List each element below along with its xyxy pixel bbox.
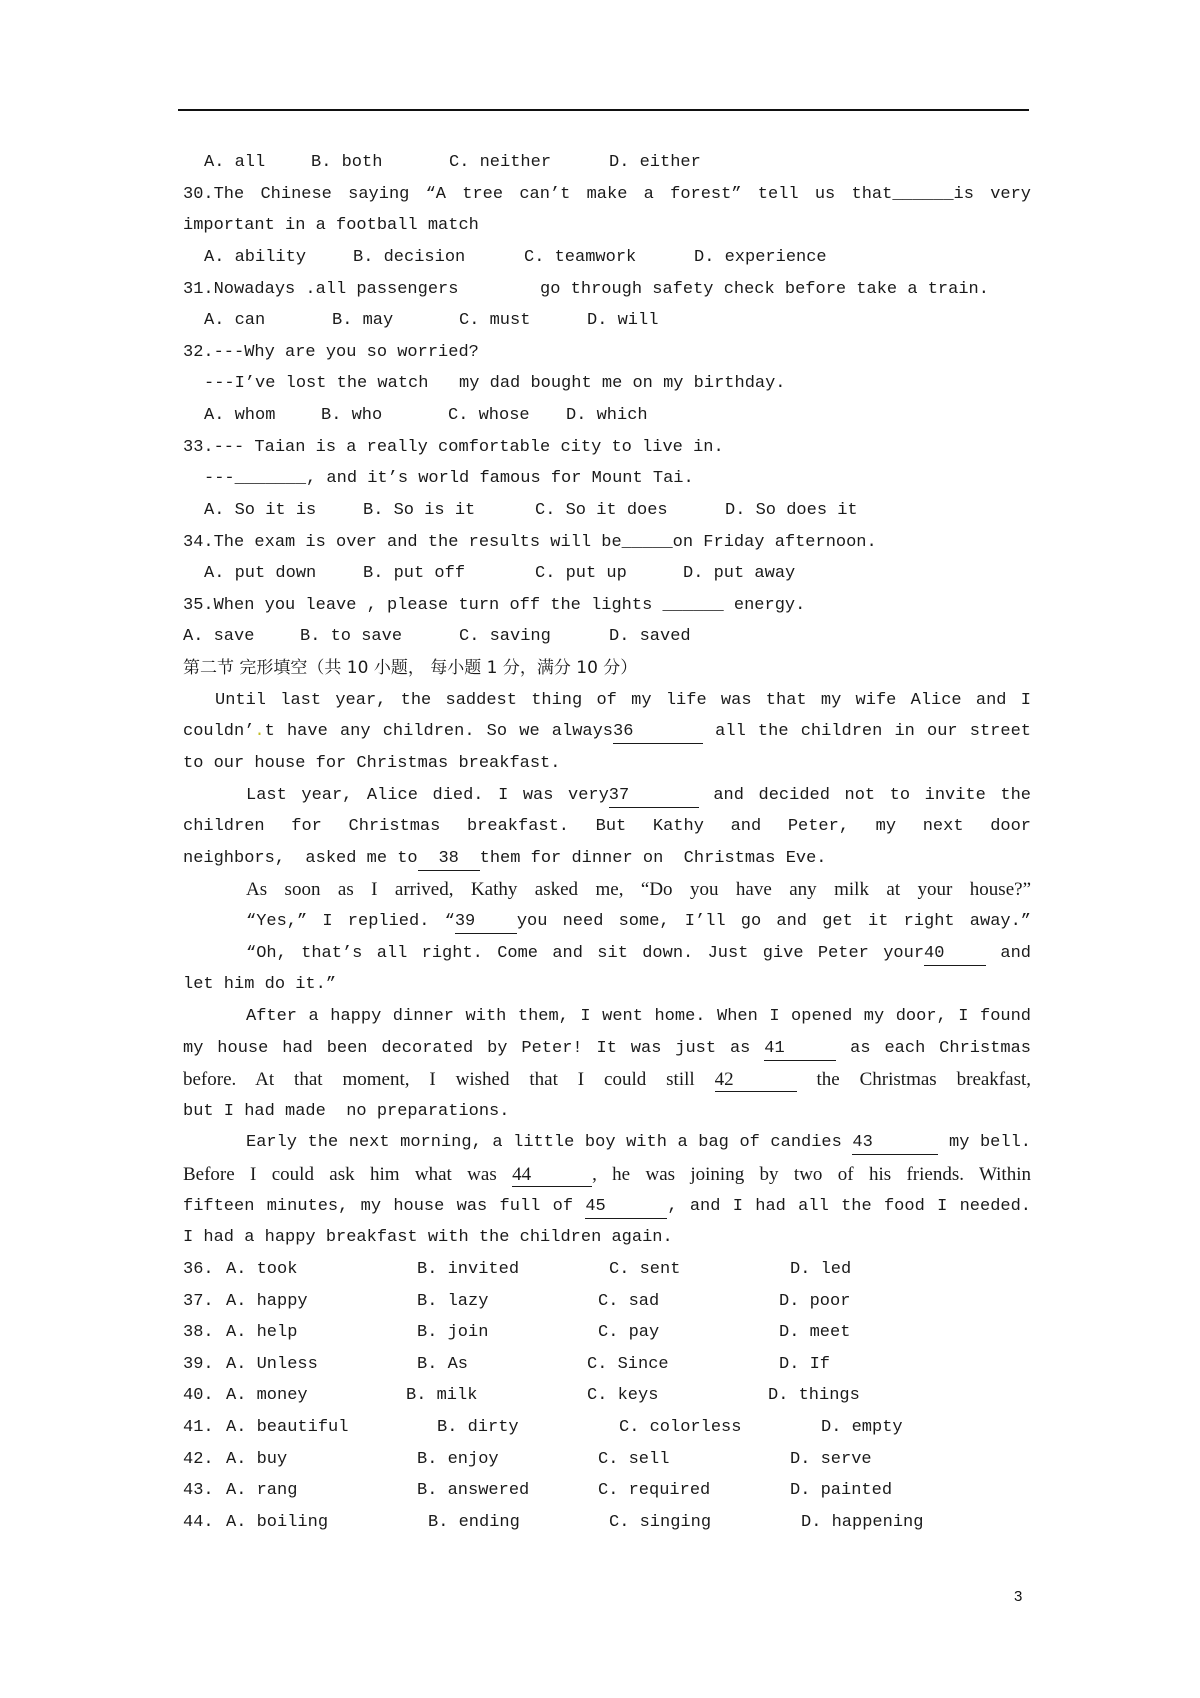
passage-line: to our house for Christmas breakfast.	[183, 753, 561, 773]
q35-stem: 35.When you leave , please turn off the lights ______ energy.	[183, 595, 806, 615]
q35-option-a: A. save	[183, 627, 255, 647]
blank-39: 39	[455, 912, 517, 934]
blank-36: 36	[613, 722, 703, 744]
passage-text: them for dinner on Christmas Eve.	[479, 848, 827, 868]
option-b: B. As	[417, 1354, 469, 1374]
q34-stem: 34.The exam is over and the results will be_____on Friday afternoon.	[183, 532, 877, 552]
passage-line: Until last year, the saddest thing of my life was that my wife Alice and I	[215, 690, 1031, 710]
q33-option-c: C. So it does	[535, 500, 668, 520]
passage-line: let him do it.”	[183, 975, 337, 995]
passage-text: you need some, I’ll go and get it right away.”	[516, 912, 1031, 931]
q33-option-d: D. So does it	[725, 500, 858, 520]
passage-text: my house had been decorated by Peter! It was just as	[183, 1038, 765, 1058]
passage-text: before. At that moment, I wished that I could still	[183, 1069, 715, 1091]
blank-45: 45	[585, 1197, 667, 1219]
passage-text: Last year, Alice died. I was very	[246, 785, 609, 805]
passage-text: , and I had all the food I needed.	[667, 1196, 1031, 1216]
q29-option-a: A. all	[204, 153, 266, 172]
option-a: A. help	[226, 1323, 298, 1343]
option-a: A. happy	[226, 1291, 308, 1311]
option-b: B. milk	[406, 1386, 478, 1406]
passage-text: my bell.	[938, 1133, 1031, 1153]
passage-text: the Christmas breakfast,	[796, 1069, 1031, 1091]
q32-option-c: C. whose	[448, 406, 530, 425]
q34-option-b: B. put off	[363, 564, 466, 584]
q31-option-a: A. can	[204, 311, 266, 331]
passage-line	[183, 1159, 1031, 1191]
q30-option-c: C. teamwork	[524, 247, 637, 267]
section-heading: 第二节 完形填空（共 10 小题， 每小题 1 分，满分 10 分）	[183, 658, 638, 678]
passage-text: , he was joining by two of his friends. Within	[592, 1164, 1031, 1185]
passage-text: t have any children. So we always	[264, 722, 614, 742]
q30-option-a: A. ability	[204, 247, 307, 267]
question-number: 39.	[183, 1354, 214, 1374]
option-d: D. serve	[790, 1449, 872, 1469]
question-number: 38.	[183, 1323, 214, 1343]
q35-option-d: D. saved	[609, 627, 691, 647]
cloze-options-42	[183, 1444, 1031, 1476]
blank-42: 42	[715, 1070, 797, 1092]
passage-line: children for Christmas breakfast. But Kathy and Peter, my next door	[183, 817, 1031, 837]
passage-line	[183, 843, 1031, 875]
passage-text: and decided not to invite the	[698, 785, 1031, 805]
option-c: C. sent	[609, 1259, 681, 1279]
q30-stem-continued: important in a football match	[183, 216, 479, 236]
passage-line: As soon as I arrived, Kathy asked me, “Do you have any milk at your house?”	[246, 879, 1031, 901]
option-c: C. colorless	[619, 1418, 742, 1437]
passage-line: After a happy dinner with them, I went home. When I opened my door, I found	[246, 1006, 1031, 1026]
option-d: D. happening	[801, 1512, 924, 1532]
q32-stem: 32.---Why are you so worried?	[183, 342, 479, 362]
option-c: C. sell	[598, 1449, 670, 1469]
q29-option-d: D. either	[609, 153, 701, 172]
blank-41: 41	[764, 1039, 836, 1061]
option-b: B. dirty	[437, 1418, 519, 1437]
passage-text: all the children in our street	[703, 722, 1031, 742]
blank-40: 40	[924, 944, 986, 966]
passage-line	[183, 1033, 1031, 1065]
cloze-options-38	[183, 1317, 1031, 1349]
option-a: A. boiling	[226, 1512, 329, 1532]
blank-38: 38	[418, 849, 480, 871]
option-a: A. rang	[226, 1481, 298, 1501]
q31-option-b: B. may	[332, 311, 394, 331]
question-number: 42.	[183, 1449, 214, 1469]
q33-dialogue-reply: ---_______, and it’s world famous for Mount Tai.	[204, 469, 694, 489]
cloze-options-41	[183, 1412, 1031, 1444]
passage-line	[183, 938, 1031, 970]
question-number: 37.	[183, 1291, 214, 1311]
header-rule	[178, 109, 1029, 111]
q32-dialogue-reply: ---I’ve lost the watch my dad bought me on my birthday.	[204, 374, 786, 394]
option-d: D. things	[768, 1386, 860, 1406]
q29-options	[183, 147, 1031, 179]
q31-option-c: C. must	[459, 311, 531, 331]
q31-option-d: D. will	[587, 311, 659, 331]
passage-text: Early the next morning, a little boy with a bag of candies	[246, 1133, 853, 1153]
passage-text: and	[986, 943, 1031, 963]
option-c: C. sad	[598, 1291, 660, 1311]
blank-43: 43	[852, 1133, 938, 1155]
option-b: B. invited	[417, 1259, 520, 1279]
q30-stem: 30.The Chinese saying “A tree can’t make a forest” tell us that______is very	[183, 184, 1031, 204]
q33-option-a: A. So it is	[204, 500, 317, 520]
passage-text: couldn’	[183, 722, 255, 742]
passage-text: as each Christmas	[836, 1038, 1031, 1058]
option-c: C. singing	[609, 1512, 712, 1532]
option-d: D. meet	[779, 1323, 851, 1343]
q29-option-b: B. both	[311, 153, 383, 172]
question-number: 40.	[183, 1386, 214, 1406]
q35-option-c: C. saving	[459, 627, 551, 647]
option-d: D. painted	[790, 1481, 893, 1501]
question-number: 36.	[183, 1259, 214, 1279]
blank-37: 37	[609, 786, 699, 808]
q32-option-a: A. whom	[204, 406, 276, 425]
passage-line	[183, 906, 1031, 938]
page-body	[183, 147, 1031, 1539]
option-a: A. money	[226, 1386, 308, 1406]
option-a: A. Unless	[226, 1354, 318, 1374]
cloze-options-40	[183, 1380, 1031, 1412]
option-b: B. lazy	[417, 1291, 489, 1311]
option-a: A. took	[226, 1259, 298, 1279]
option-c: C. Since	[587, 1354, 669, 1374]
passage-line	[183, 716, 1031, 748]
option-b: B. enjoy	[417, 1449, 499, 1469]
cloze-options-44	[183, 1507, 1031, 1539]
q31-stem: 31.Nowadays .all passengers go through safety check before take a train.	[183, 279, 989, 299]
option-b: B. join	[417, 1323, 489, 1343]
passage-line	[183, 1191, 1031, 1223]
option-b: B. answered	[417, 1481, 530, 1501]
passage-line	[183, 780, 1031, 812]
option-b: B. ending	[428, 1512, 520, 1532]
option-a: A. beautiful	[226, 1418, 349, 1437]
q32-options	[183, 400, 1031, 432]
q32-option-d: D. which	[566, 406, 648, 425]
option-d: D. If	[779, 1354, 831, 1374]
q30-option-d: D. experience	[694, 247, 827, 267]
option-d: D. poor	[779, 1291, 851, 1311]
q33-option-b: B. So is it	[363, 500, 476, 520]
q33-stem: 33.--- Taian is a really comfortable city to live in.	[183, 437, 724, 457]
passage-text: neighbors, asked me to	[183, 848, 418, 868]
question-number: 41.	[183, 1418, 214, 1437]
q34-option-c: C. put up	[535, 564, 627, 584]
annotation-dot: .	[254, 722, 265, 742]
q35-option-b: B. to save	[300, 627, 403, 647]
passage-text: “Oh, that’s all right. Come and sit down. Just give Peter your	[246, 943, 925, 963]
cloze-options-39	[183, 1349, 1031, 1381]
question-number: 43.	[183, 1481, 214, 1501]
q35-options	[183, 621, 1031, 653]
option-a: A. buy	[226, 1449, 288, 1469]
question-number: 44.	[183, 1512, 214, 1532]
passage-line	[183, 1064, 1031, 1096]
q34-option-d: D. put away	[683, 564, 796, 584]
q29-option-c: C. neither	[449, 153, 552, 172]
cloze-options-36	[183, 1254, 1031, 1286]
q33-options	[183, 495, 1031, 527]
passage-line: but I had made no preparations.	[183, 1101, 510, 1121]
q31-options	[183, 305, 1031, 337]
option-c: C. pay	[598, 1323, 660, 1343]
q34-option-a: A. put down	[204, 564, 317, 584]
option-d: D. empty	[821, 1418, 903, 1437]
option-c: C. required	[598, 1481, 711, 1501]
option-d: D. led	[790, 1259, 852, 1279]
q30-option-b: B. decision	[353, 247, 466, 267]
passage-line: I had a happy breakfast with the children again.	[183, 1228, 673, 1248]
q32-option-b: B. who	[321, 406, 383, 425]
passage-text: fifteen minutes, my house was full of	[183, 1196, 586, 1216]
cloze-options-43	[183, 1475, 1031, 1507]
passage-text: “Yes,” I replied. “	[246, 912, 455, 931]
page-number: 3	[1014, 1588, 1023, 1605]
passage-line	[183, 1127, 1031, 1159]
q30-options	[183, 242, 1031, 274]
passage-text: Before I could ask him what was	[183, 1164, 513, 1185]
blank-44: 44	[512, 1165, 592, 1187]
option-c: C. keys	[587, 1386, 659, 1406]
q34-options	[183, 558, 1031, 590]
cloze-options-37	[183, 1286, 1031, 1318]
